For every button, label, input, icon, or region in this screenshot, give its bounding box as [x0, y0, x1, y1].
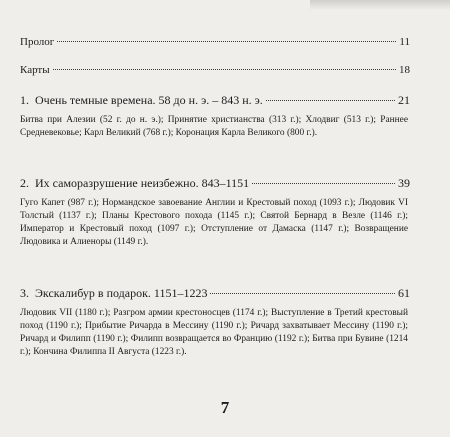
- dot-leader: [252, 183, 395, 184]
- previous-page-edge: [310, 0, 450, 10]
- chapter-number: 3.: [20, 286, 29, 300]
- chapter-number: 2.: [20, 176, 29, 190]
- chapter-description: Людовик VII (1180 г.); Разгром армии крестоносцев (1174 г.); Выступление в Третий крестовый поход (1190 г.); Прибытие Ричарда в Мессину (1190 г.); Ричард захватывает Мессину (1190 г.); Ричард и Филипп (1190 г.); Филипп возвращается во Францию (1192 г.); Битва при Бувине (1214 г.); Кончина Филиппа II Августа (1223 г.).: [20, 308, 408, 357]
- chapter-page: 39: [398, 176, 410, 190]
- chapter-description: Гуго Капет (987 г.); Нормандское завоевание Англии и Крестовый поход (1093 г.); Людовик VI Толстый (1137 г.); Планы Крестового похода (1145 г.); Святой Бернард в Везле (1146 г.); Император и Крестовый поход (1097 г.); Отступление от Дамаска (1147 г.); Возвращение Людовика и Алиеноры (1149 г.).: [20, 198, 408, 247]
- toc-chapter-2: [20, 177, 410, 249]
- toc-entry-page: 11: [399, 36, 410, 48]
- toc-entry-title: Карты: [20, 64, 50, 76]
- chapter-number: 1.: [20, 93, 29, 107]
- chapter-title: Экскалибур в подарок. 1151–1223: [35, 286, 208, 300]
- toc-entry-page: 18: [399, 64, 410, 76]
- chapter-page: 21: [398, 93, 410, 107]
- chapter-page: 61: [398, 286, 410, 300]
- dot-leader: [266, 100, 395, 101]
- chapter-description: Битва при Алезии (52 г. до н. э.); Принятие христианства (313 г.); Хлодвиг (513 г.); Раннее Средневековье; Карл Великий (768 г.); Коронация Карла Великого (800 г.).: [20, 115, 408, 138]
- chapter-title: Очень темные времена. 58 до н. э. – 843 н. э.: [35, 93, 263, 107]
- page-number: 7: [220, 398, 230, 417]
- chapter-title: Их саморазрушение неизбежно. 843–1151: [35, 176, 250, 190]
- dot-leader: [210, 293, 395, 294]
- toc-chapter-1: [20, 94, 410, 140]
- dot-leader: [53, 69, 396, 70]
- toc-entry-title: Пролог: [20, 36, 55, 48]
- toc-entry-maps: [20, 64, 410, 77]
- dot-leader: [57, 41, 396, 42]
- toc-entry-prologue: [20, 36, 410, 49]
- toc-chapter-3: [20, 287, 410, 359]
